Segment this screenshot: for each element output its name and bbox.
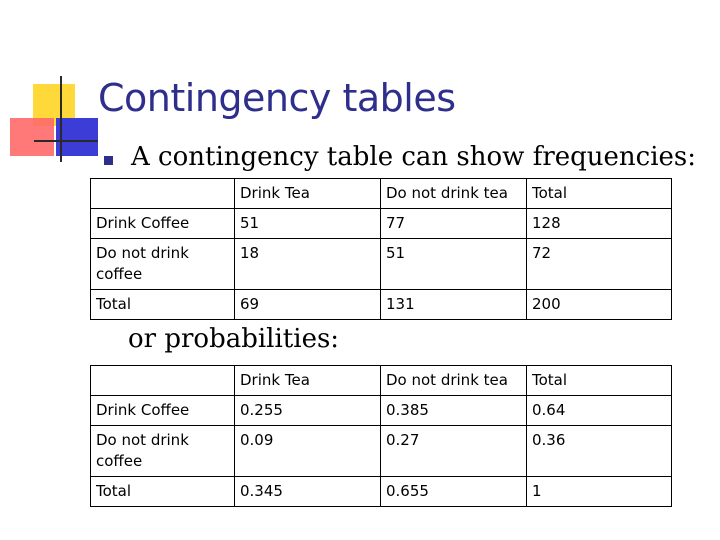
table-cell: 0.385 — [381, 396, 527, 426]
header-cell: Total — [527, 366, 672, 396]
table-header-row — [91, 366, 672, 396]
table-row — [91, 239, 672, 290]
decor-vertical-line — [60, 76, 62, 162]
bullet-text: A contingency table can show frequencies: — [131, 142, 697, 172]
table-cell: 0.255 — [235, 396, 381, 426]
table-cell: 0.655 — [381, 477, 527, 507]
probability-table — [90, 365, 672, 507]
decor-horizontal-line — [34, 140, 98, 142]
table-row — [91, 426, 672, 477]
slide-title: Contingency tables — [98, 76, 456, 120]
table-cell: 131 — [381, 290, 527, 320]
table-cell: 0.27 — [381, 426, 527, 477]
table-cell: 0.09 — [235, 426, 381, 477]
row-label-text: Do not drink coffee — [96, 244, 189, 283]
table-cell: 0.345 — [235, 477, 381, 507]
table-row — [91, 290, 672, 320]
bullet-point — [104, 142, 696, 172]
decor-pink-square — [10, 118, 54, 156]
row-label: Do not drink coffee — [91, 426, 235, 477]
frequency-table — [90, 178, 672, 320]
table-cell: 0.64 — [527, 396, 672, 426]
probabilities-subheading: or probabilities: — [128, 324, 340, 354]
table-row — [91, 477, 672, 507]
table-cell: 77 — [381, 209, 527, 239]
table-cell: 1 — [527, 477, 672, 507]
table-cell: 0.36 — [527, 426, 672, 477]
row-label: Total — [91, 477, 235, 507]
header-cell — [91, 179, 235, 209]
table-cell: 18 — [235, 239, 381, 290]
table-cell: 128 — [527, 209, 672, 239]
table-cell: 51 — [235, 209, 381, 239]
header-cell: Drink Tea — [235, 366, 381, 396]
header-cell: Drink Tea — [235, 179, 381, 209]
bullet-square-icon — [104, 156, 113, 165]
table-row — [91, 396, 672, 426]
row-label: Drink Coffee — [91, 209, 235, 239]
slide-decoration — [0, 0, 110, 170]
table-cell: 51 — [381, 239, 527, 290]
row-label: Total — [91, 290, 235, 320]
table-cell: 200 — [527, 290, 672, 320]
row-label — [91, 239, 235, 290]
row-label: Drink Coffee — [91, 396, 235, 426]
table-cell: 72 — [527, 239, 672, 290]
table-header-row — [91, 179, 672, 209]
header-cell — [91, 366, 235, 396]
table-row — [91, 209, 672, 239]
header-cell: Do not drink tea — [381, 366, 527, 396]
decor-blue-square — [56, 118, 98, 156]
header-cell: Total — [527, 179, 672, 209]
table-cell: 69 — [235, 290, 381, 320]
header-cell: Do not drink tea — [381, 179, 527, 209]
